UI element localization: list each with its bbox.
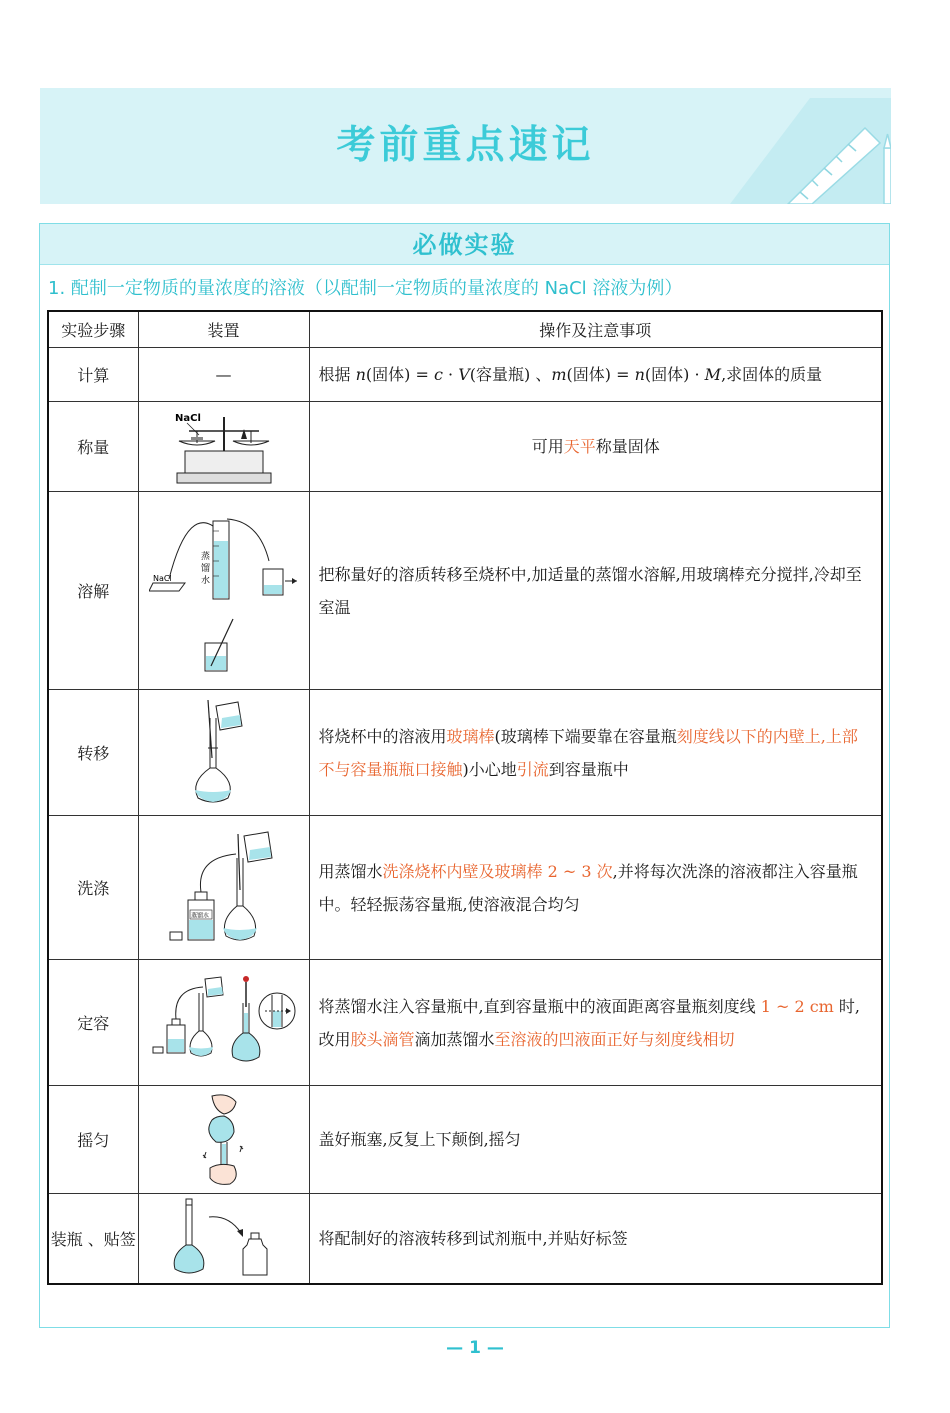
experiment-table	[47, 310, 883, 1285]
note-text: 到容量瓶中	[548, 759, 629, 779]
wash-apparatus-icon	[166, 828, 281, 948]
apparatus-cell	[138, 1194, 309, 1284]
step-cell	[48, 816, 138, 960]
header-apparatus: 装置	[138, 311, 309, 348]
highlight-text: 1 ~ 2 cm	[760, 996, 834, 1016]
nacl-label: NaCl	[152, 573, 172, 583]
bottle-transfer-icon	[169, 1197, 279, 1279]
note-cell	[309, 492, 882, 690]
water-label-1: 蒸	[200, 551, 210, 562]
table-row	[48, 960, 882, 1086]
note-text: 用蒸馏水	[318, 861, 383, 881]
note-text: (固体) =	[365, 365, 434, 384]
note-text: M	[704, 365, 722, 384]
apparatus-cell	[138, 816, 309, 960]
step-cell	[48, 402, 138, 492]
step-label: 称量	[77, 438, 110, 457]
apparatus-cell	[138, 1086, 309, 1194]
note-text: (固体) =	[566, 365, 635, 384]
note-text: 滴加蒸馏水	[414, 1029, 495, 1049]
note-text: 把称量好的溶质转移至烧杯中,加适量的蒸馏水溶解,用玻璃棒充分搅拌,冷却至室温	[318, 564, 862, 617]
note-text: c	[433, 365, 443, 384]
table-row	[48, 816, 882, 960]
highlight-text: 天平	[563, 437, 596, 456]
apparatus-cell	[138, 690, 309, 816]
highlight-text: 引流	[516, 759, 549, 779]
subsection-title: 1. 配制一定物质的量浓度的溶液（以配制一定物质的量浓度的 NaCl 溶液为例）	[48, 278, 683, 299]
note-cell	[309, 402, 882, 492]
water-label-3: 水	[200, 575, 210, 586]
table-row	[48, 492, 882, 690]
note-text: ,并将每次洗涤的溶液都注入容量瓶中。轻轻振荡容量瓶,使溶液混合均匀	[318, 861, 858, 914]
step-label: 转移	[77, 744, 110, 763]
note-cell	[309, 816, 882, 960]
step-cell	[48, 348, 138, 402]
highlight-text: 玻璃棒	[446, 726, 495, 746]
step-cell	[48, 1194, 138, 1284]
note-cell	[309, 690, 882, 816]
step-cell	[48, 690, 138, 816]
highlight-text: 刻度线以下的内壁上,上部不与容量瓶瓶口接触	[318, 726, 858, 779]
note-text: 根据	[318, 365, 356, 384]
step-cell	[48, 1086, 138, 1194]
apparatus-dash: —	[215, 365, 232, 384]
table-row	[48, 1194, 882, 1284]
note-text: n	[355, 365, 366, 384]
page-number: — 1 —	[446, 1338, 504, 1358]
header-step: 实验步骤	[48, 311, 138, 348]
shake-flask-icon	[194, 1092, 254, 1188]
note-text: V	[458, 365, 470, 384]
table-row	[48, 402, 882, 492]
banner	[40, 88, 891, 204]
header-notes: 操作及注意事项	[309, 311, 882, 348]
note-cell	[309, 960, 882, 1086]
note-cell	[309, 1086, 882, 1194]
apparatus-cell	[138, 492, 309, 690]
banner-title: 考前重点速记	[336, 123, 595, 168]
note-text: 称量固体	[595, 437, 660, 456]
step-cell	[48, 492, 138, 690]
note-cell	[309, 348, 882, 402]
step-label: 摇匀	[77, 1131, 110, 1150]
note-text: 盖好瓶塞,反复上下颠倒,摇匀	[318, 1130, 521, 1149]
note-text: (玻璃棒下端要靠在容量瓶	[494, 726, 677, 746]
note-text: (容量瓶) 、	[469, 365, 552, 384]
step-label: 计算	[77, 366, 110, 385]
distilled-water-label: 蒸馏水	[191, 912, 210, 919]
apparatus-cell	[138, 402, 309, 492]
table-row	[48, 690, 882, 816]
water-label-2: 馏	[200, 563, 210, 574]
make-to-volume-apparatus-icon	[151, 973, 296, 1073]
note-text: ,求固体的质量	[721, 365, 823, 384]
note-cell	[309, 1194, 882, 1284]
note-text: 将烧杯中的溶液用	[318, 726, 447, 746]
note-text: 可用	[531, 437, 564, 456]
step-label: 溶解	[77, 582, 110, 601]
table-row	[48, 348, 882, 402]
balance-icon	[169, 407, 279, 487]
dissolve-apparatus-icon	[149, 501, 299, 681]
step-label: 洗涤	[77, 879, 110, 898]
table-header-row	[48, 311, 882, 348]
apparatus-cell	[138, 348, 309, 402]
highlight-text: 至溶液的凹液面正好与刻度线相切	[494, 1029, 735, 1049]
step-label: 装瓶 、贴签	[50, 1229, 136, 1249]
section-title: 必做实验	[40, 224, 889, 265]
transfer-apparatus-icon	[184, 698, 264, 808]
step-cell	[48, 960, 138, 1086]
highlight-text: 胶头滴管	[350, 1029, 415, 1049]
apparatus-cell	[138, 960, 309, 1086]
note-text: 将蒸馏水注入容量瓶中,直到容量瓶中的液面距离容量瓶刻度线	[318, 996, 761, 1016]
note-text: 将配制好的溶液转移到试剂瓶中,并贴好标签	[318, 1228, 628, 1248]
note-text: n	[634, 365, 645, 384]
note-text: 时,改用	[318, 996, 861, 1049]
note-text: m	[551, 365, 567, 384]
note-text: ·	[442, 365, 459, 384]
table-row	[48, 1086, 882, 1194]
note-text: )小心地	[462, 759, 517, 779]
note-text: (固体) ·	[644, 365, 705, 384]
balance-label: NaCl	[174, 412, 201, 424]
step-label: 定容	[77, 1014, 110, 1033]
highlight-text: 洗涤烧杯内壁及玻璃棒 2 ~ 3 次	[382, 861, 613, 881]
